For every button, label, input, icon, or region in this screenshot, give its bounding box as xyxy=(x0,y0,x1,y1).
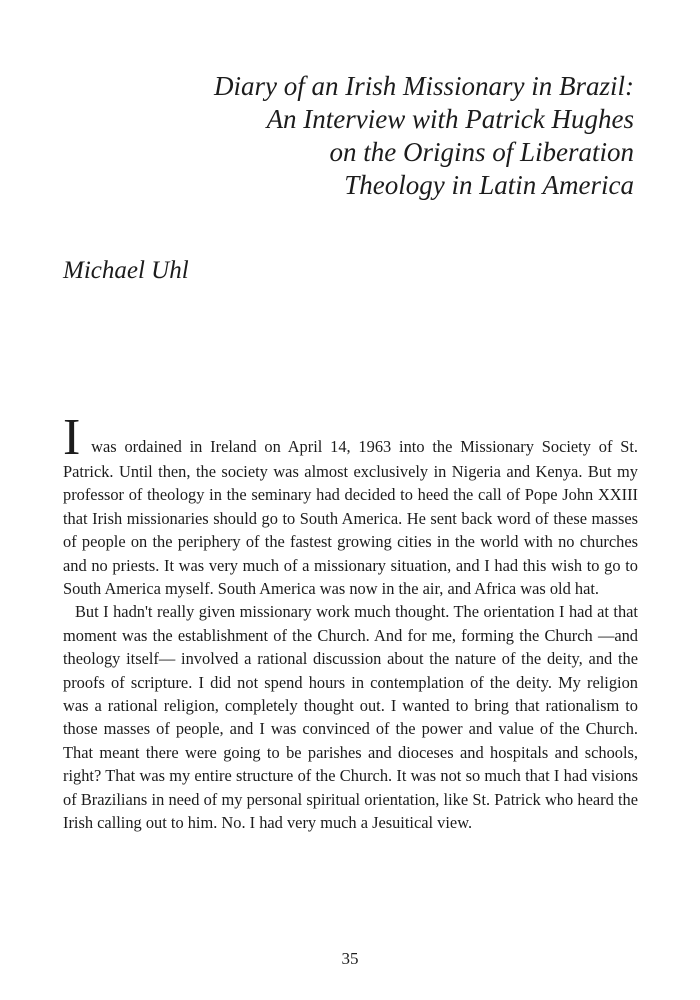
drop-cap: I xyxy=(63,409,81,466)
article-body xyxy=(63,409,638,835)
author-name: Michael Uhl xyxy=(63,257,189,284)
article-title xyxy=(74,70,634,202)
title-line-2: An Interview with Patrick Hughes xyxy=(266,104,634,134)
page-number: 35 xyxy=(341,949,359,968)
title-line-4: Theology in Latin America xyxy=(344,170,634,200)
paragraph-2: But I hadn't really given missionary work much thought. The orientation I had at that moment was the establishment of the Church. And for me, forming the Church —and theology itself— involved a rational discussion about the nature of the deity, and the proofs of scripture. I did not spend hours in contemplation of the deity. My religion was a rational religion, completely thought out. I wanted to bring that rationalism to those masses of people, and I was convinced of the power and value of the Church. That meant there were going to be parishes and dioceses and hospitals and schools, right? That was my entire structure of the Church. It was not so much that I had visions of Brazilians in need of my personal spiritual orientation, like St. Patrick who heard the Irish calling out to him. No. I had very much a Jesuitical view. xyxy=(63,602,638,833)
paragraph-1 xyxy=(63,409,638,600)
title-line-1: Diary of an Irish Missionary in Brazil: xyxy=(213,71,634,101)
title-line-3: on the Origins of Liberation xyxy=(329,137,634,167)
paragraph-1-text: was ordained in Ireland on April 14, 1963 into the Missionary Society of St. Patrick. Until then, the society was almost exclusively in Nigeria and Kenya. But my professor of theology in the seminary had decided to heed the call of Pope John XXIII that Irish missionaries should go to South America. He sent back word of these masses of people on the periphery of the fastest growing cities in the world with no churches and no priests. It was very much of a missionary situation, and I had this wish to go to South America myself. South America was now in the air, and Africa was old hat. xyxy=(63,437,638,599)
